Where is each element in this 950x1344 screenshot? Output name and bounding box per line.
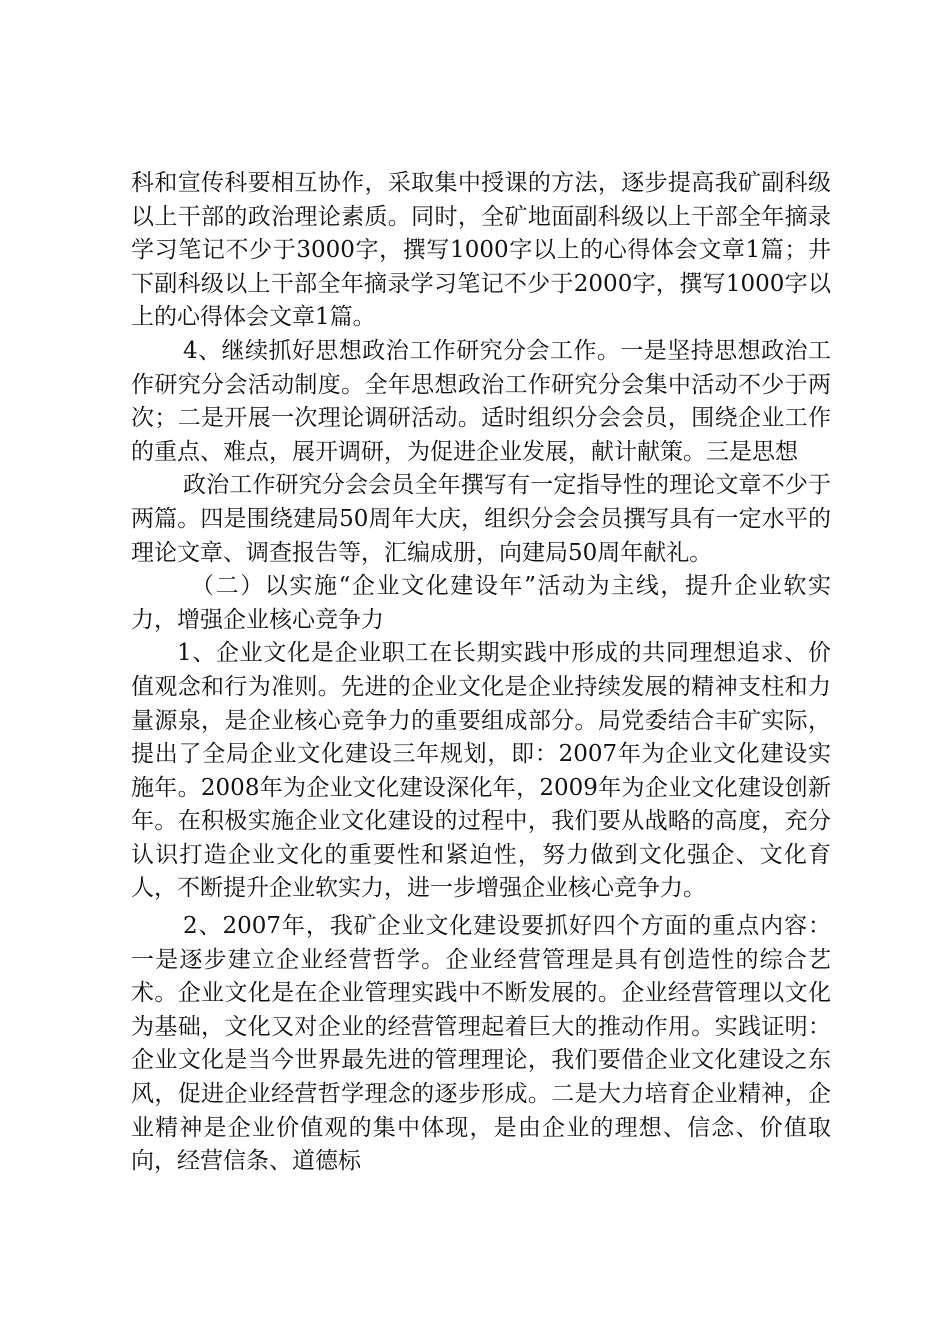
- section-heading-2: （二）以实施“企业文化建设年”活动为主线，提升企业软实力，增强企业核心竞争力: [131, 573, 831, 633]
- document-body: [131, 167, 831, 1179]
- paragraph-item-1: 1、企业文化是企业职工在长期实践中形成的共同理想追求、价值观念和行为准则。先进的企业文化是企业持续发展的精神支柱和力量源泉，是企业核心竞争力的重要组成部分。局党委结合丰矿实际，提出了全局企业文化建设三年规划，即：2007年为企业文化建设实施年。2008年为企业文化建设深化年，2009年为企业文化建设创新年。在积极实施企业文化建设的过程中，我们要从战略的高度，充分认识打造企业文化的重要性和紧迫性，努力做到文化强企、文化育人，不断提升企业软实力，进一步增强企业核心竞争力。: [131, 640, 831, 902]
- paragraph-continuation: 科和宣传科要相互协作，采取集中授课的方法，逐步提高我矿副科级以上干部的政治理论素质。同时，全矿地面副科级以上干部全年摘录学习笔记不少于3000字，撰写1000字以上的心得体会文章1篇；井下副科级以上干部全年摘录学习笔记不少于2000字，撰写1000字以上的心得体会文章1篇。: [131, 170, 831, 331]
- paragraph-item-4: 4、继续抓好思想政治工作研究分会工作。一是坚持思想政治工作研究分会活动制度。全年思想政治工作研究分会集中活动不少于两次；二是开展一次理论调研活动。适时组织分会会员，围绕企业工作的重点、难点，展开调研，为促进企业发展，献计献策。三是思想: [131, 337, 831, 465]
- paragraph-item-2: 2、2007年，我矿企业文化建设要抓好四个方面的重点内容：一是逐步建立企业经营哲学。企业经营管理是具有创造性的综合艺术。企业文化是在企业管理实践中不断发展的。企业经营管理以文化为基础，文化又对企业的经营管理起着巨大的推动作用。实践证明：企业文化是当今世界最先进的管理理论，我们要借企业文化建设之东风，促进企业经营哲学理念的逐步形成。二是大力培育企业精神，企业精神是企业价值观的集中体现，是由企业的理想、信念、价值取向，经营信条、道德标: [131, 913, 831, 1175]
- paragraph-item-4-continued: 政治工作研究分会会员全年撰写有一定指导性的理论文章不少于两篇。四是围绕建局50周年大庆，组织分会会员撰写具有一定水平的理论文章、调查报告等，汇编成册，向建局50周年献礼。: [131, 472, 831, 566]
